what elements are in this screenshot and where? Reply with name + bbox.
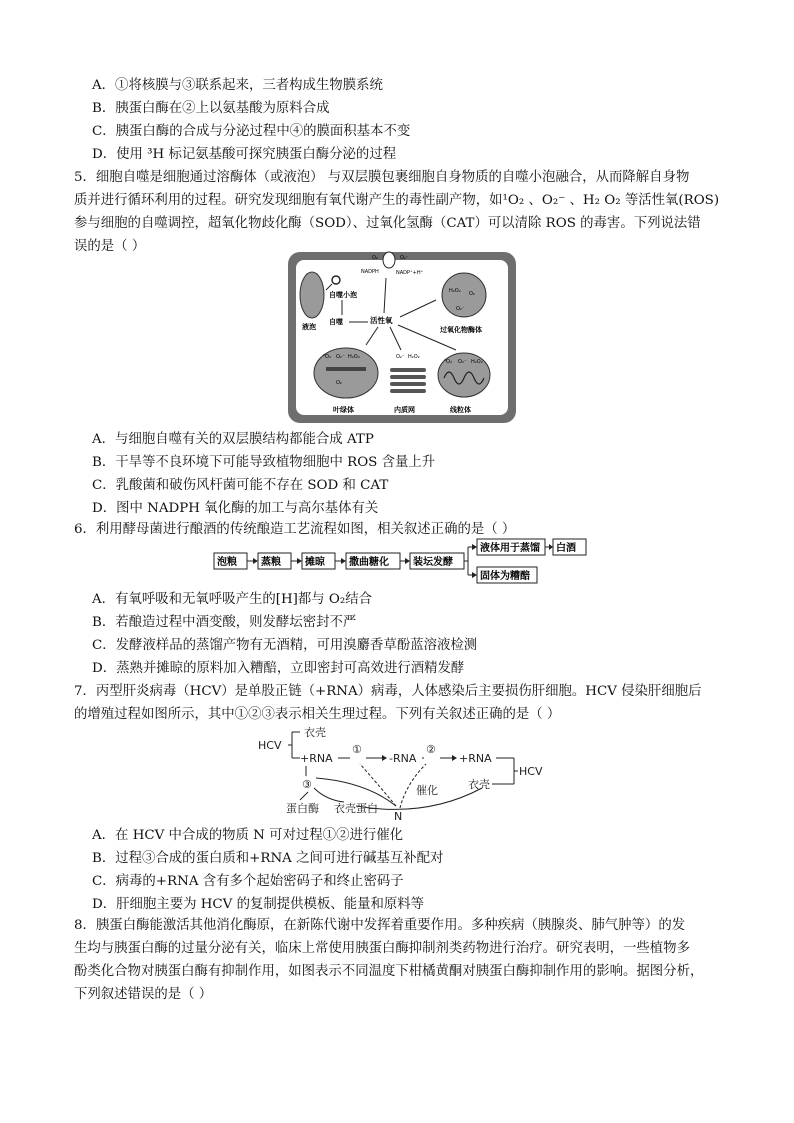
flow-liquor-label: 白酒 (556, 543, 576, 554)
flow-step-2: 蒸粮 (261, 557, 281, 568)
flow-arrowhead (472, 544, 477, 550)
fig-catalysis: 催化 (416, 784, 438, 797)
q5-option-a: A．与细胞自噬有关的双层膜结构都能合成 ATP (92, 432, 374, 447)
fig-mito-singlet: ¹O₂ (444, 359, 452, 365)
flow-solid-label: 固体为糟醅 (480, 571, 530, 582)
fig-step-1: ① (352, 743, 362, 756)
q5-option-d: D．图中 NADPH 氧化酶的加工与高尔基体有关 (92, 501, 379, 516)
fig-chloroplast-h2o2: H₂O₂ (348, 354, 360, 360)
nadph-oxidase-icon (383, 252, 395, 268)
fig-rna-minus: -RNA (389, 752, 417, 765)
flow-step-3: 摊晾 (305, 557, 325, 568)
q8-stem-line-4: 下列叙述错误的是（ ） (74, 987, 213, 1002)
fig-autophagy-label: 自噬 (329, 318, 343, 326)
q6-option-b: B．若酿造过程中酒变酸，则发酵坛密封不严 (92, 615, 357, 630)
fig-hcv-left: HCV (258, 739, 282, 752)
fig-nadph: NADPH (361, 269, 379, 275)
q4-option-a: A．①将核膜与③联系起来，三者构成生物膜系统 (92, 78, 383, 93)
fig-er-o2m: O₂⁻ (396, 354, 405, 360)
q5-cell-figure (286, 250, 518, 425)
fig-peroxisome-o2: O₂ (469, 291, 475, 297)
vacuole-shape (300, 272, 324, 318)
q5-stem-line-2: 质并进行循环利用的过程。研究发现细胞有氧代谢产生的毒性副产物，如¹O₂ 、O₂⁻ 、H₂ O₂ 等活性氧(ROS) (74, 193, 720, 208)
fig-step-2: ② (426, 743, 436, 756)
fig-autophagosome-label: 自噬小泡 (329, 291, 357, 299)
q8-stem-line-2: 生均与胰蛋白酶的过量分泌有关，临床上常使用胰蛋白酶抑制剂类药物进行治疗。研究表明，一些植物多 (74, 941, 690, 956)
q5-stem-line-3: 参与细胞的自噬调控，超氧化物歧化酶（SOD）、过氧化氢酶（CAT）可以清除 ROS 的毒害。下列说法错 (74, 216, 701, 231)
fig-arrowhead (382, 755, 387, 761)
fig-chloroplast-o2: O₂ (336, 380, 342, 386)
fig-nadp: NADP⁺+H⁺ (396, 270, 424, 276)
q7-option-b: B．过程③合成的蛋白质和+RNA 之间可进行碱基互补配对 (92, 851, 444, 866)
q4-option-d: D．使用 ³H 标记氨基酸可探究胰蛋白酶分泌的过程 (92, 147, 397, 162)
fig-mito-o2m: O₂⁻ (458, 359, 467, 365)
fig-coat-right: 衣壳 (468, 778, 490, 791)
q6-flowchart (212, 538, 588, 586)
fig-step-3: ③ (302, 778, 312, 791)
q7-stem-line-1: 7．丙型肝炎病毒（HCV）是单股正链（+RNA）病毒，人体感染后主要损伤肝细胞。HCV 侵染肝细胞后 (74, 684, 702, 699)
fig-ros-label: 活性氧 (370, 316, 393, 325)
q6-stem: 6．利用酵母菌进行酿酒的传统酿造工艺流程如图，相关叙述正确的是（ ） (74, 522, 516, 537)
q7-option-d: D．肝细胞主要为 HCV 的复制提供模板、能量和原料等 (92, 897, 425, 912)
q6-option-c: C．发酵液样品的蒸馏产物有无酒精，可用溴麝香草酚蓝溶液检测 (92, 638, 478, 653)
q6-option-a: A．有氧呼吸和无氧呼吸产生的[H]都与 O₂结合 (92, 592, 373, 607)
fig-mitochondrion-label: 线粒体 (450, 406, 471, 414)
q6-option-d: D．蒸熟并摊晾的原料加入糟醅，立即密封可高效进行酒精发酵 (92, 661, 465, 676)
q7-option-c: C．病毒的+RNA 含有多个起始密码子和终止密码子 (92, 874, 404, 889)
flow-liquid-label: 液体用于蒸馏 (480, 543, 540, 554)
fig-arrow (300, 792, 308, 800)
q4-option-c: C．胰蛋白酶的合成与分泌过程中④的膜面积基本不变 (92, 124, 411, 139)
flow-arrowhead (341, 558, 346, 564)
flow-arrowhead (405, 558, 410, 564)
fig-hcv-right: HCV (519, 765, 543, 778)
fig-peroxisome-o2m: O₂⁻ (456, 306, 465, 312)
fig-arrow (314, 788, 344, 802)
q4-option-b: B．胰蛋白酶在②上以氨基酸为原料合成 (92, 101, 330, 116)
flow-arrowhead (253, 558, 258, 564)
q7-option-a: A．在 HCV 中合成的物质 N 可对过程①②进行催化 (92, 828, 404, 843)
fig-er-h2o2: H₂O₂ (408, 354, 420, 360)
fig-arrowhead (452, 755, 457, 761)
fig-vacuole-label: 液泡 (302, 323, 316, 331)
fig-dashed-arrow (360, 764, 396, 806)
fig-o2m-top: O₂⁻ (400, 255, 409, 261)
fig-chloroplast-label: 叶绿体 (333, 406, 354, 414)
fig-chloroplast-singlet: ¹O₂ (323, 354, 331, 360)
fig-coat-protein: 衣壳蛋白 (334, 802, 378, 815)
flow-arrowhead (472, 572, 477, 578)
q8-stem-line-1: 8．胰蛋白酶能激活其他消化酶原，在新陈代谢中发挥着重要作用。多种疾病（胰腺炎、肺气肿等）的发 (74, 918, 686, 933)
fig-peroxisome-label: 过氧化物酶体 (440, 326, 482, 334)
q7-stem-line-2: 的增殖过程如图所示，其中①②③表示相关生理过程。下列有关叙述正确的是（ ） (74, 707, 561, 722)
fig-peroxisome-h2o2: H₂O₂ (449, 288, 461, 294)
flow-step-4: 撒曲糖化 (349, 557, 389, 568)
fig-protease: 蛋白酶 (286, 802, 319, 815)
flow-arrowhead (549, 544, 553, 550)
fig-rna-plus-2: +RNA (459, 752, 492, 765)
q8-stem-line-3: 酚类化合物对胰蛋白酶有抑制作用，如图表示不同温度下柑橘黄酮对胰蛋白酶抑制作用的影响。据图分析， (74, 964, 704, 979)
fig-o2-top: O₂ (372, 255, 378, 261)
flow-step-1: 泡粮 (217, 557, 237, 568)
flow-step-5: 装坛发酵 (413, 557, 453, 568)
q5-option-c: C．乳酸菌和破伤风杆菌可能不存在 SOD 和 CAT (92, 478, 389, 493)
q7-hcv-figure (256, 722, 546, 824)
q5-option-b: B．干旱等不良环境下可能导致植物细胞中 ROS 含量上升 (92, 455, 436, 470)
fig-er-label: 内质网 (394, 406, 415, 414)
fig-mito-h2o2: H₂O₂ (471, 359, 483, 365)
thylakoid-stack (326, 367, 366, 371)
fig-coat-top: 衣壳 (304, 726, 326, 739)
fig-chloroplast-o2m: O₂⁻ (336, 354, 345, 360)
q5-stem-line-4: 误的是（ ） (74, 239, 146, 254)
fig-n-label: N (394, 810, 403, 823)
fig-rna-plus: +RNA (300, 752, 333, 765)
flow-arrowhead (297, 558, 302, 564)
q5-stem-line-1: 5．细胞自噬是细胞通过溶酶体（或液泡） 与双层膜包裹细胞自身物质的自噬小泡融合，从而降解自身物 (74, 170, 690, 185)
